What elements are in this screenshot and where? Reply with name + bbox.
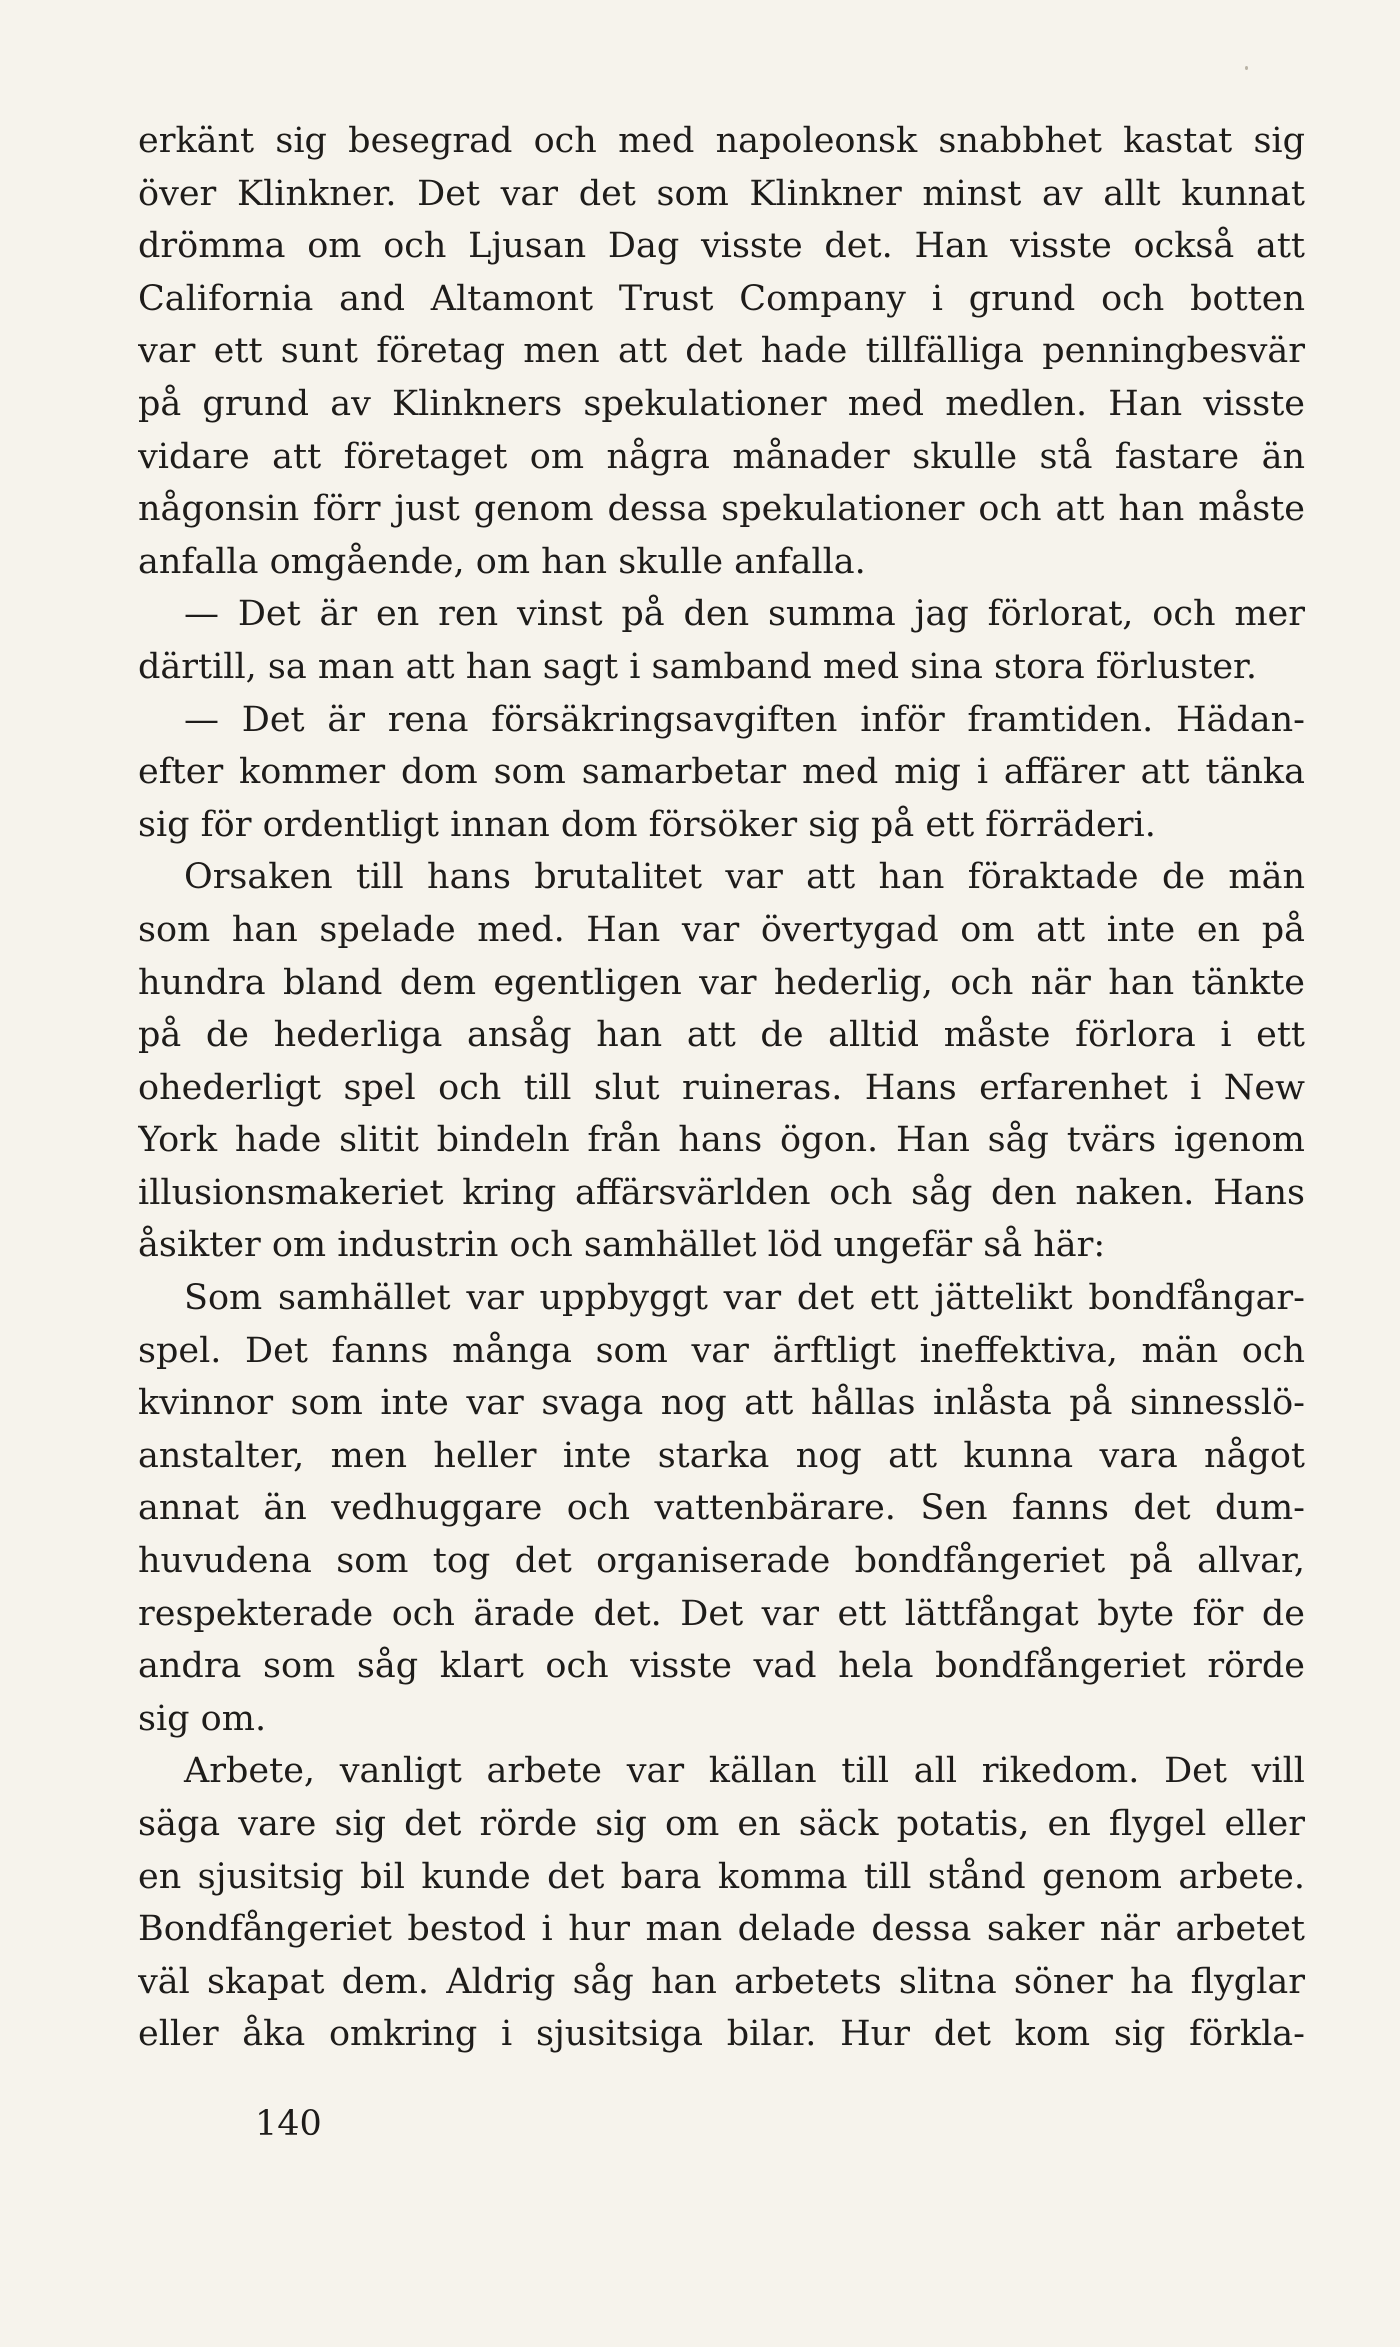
text-line: därtill, sa man att han sagt i samband med sina stora förluster. xyxy=(138,646,1258,687)
text-line: — Det är rena försäkringsavgiften inför framtiden. Hädan- xyxy=(184,699,1305,740)
text-line: Bondfångeriet bestod i hur man delade dessa saker när arbetet xyxy=(138,1909,1305,1950)
text-line: åsikter om industrin och samhället löd ungefär så här: xyxy=(138,1225,1106,1266)
text-line: var ett sunt företag men att det hade tillfälliga penningbesvär xyxy=(138,331,1305,372)
text-line: andra som såg klart och visste vad hela bondfångeriet rörde xyxy=(138,1646,1305,1687)
text-line: California and Altamont Trust Company i grund och botten xyxy=(138,278,1305,319)
text-line: sig för ordentligt innan dom försöker sig på ett förräderi. xyxy=(138,804,1156,845)
body-text xyxy=(138,115,1305,2061)
text-line: sig om. xyxy=(138,1698,267,1739)
text-line: annat än vedhuggare och vattenbärare. Sen fanns det dum- xyxy=(138,1488,1305,1529)
text-line: någonsin förr just genom dessa spekulationer och att han måste xyxy=(138,489,1305,530)
text-line: huvudena som tog det organiserade bondfångeriet på allvar, xyxy=(138,1541,1305,1582)
text-line: anstalter, men heller inte starka nog att kunna vara något xyxy=(138,1435,1305,1476)
text-line: spel. Det fanns många som var ärftligt ineffektiva, män och xyxy=(138,1330,1305,1371)
text-line: vidare att företaget om några månader skulle stå fastare än xyxy=(138,436,1305,477)
text-line: som han spelade med. Han var övertygad om att inte en på xyxy=(138,909,1305,950)
text-line: en sjusitsig bil kunde det bara komma till stånd genom arbete. xyxy=(138,1856,1305,1897)
text-line: kvinnor som inte var svaga nog att hållas inlåsta på sinnesslö- xyxy=(138,1383,1305,1424)
text-line: — Det är en ren vinst på den summa jag förlorat, och mer xyxy=(184,594,1305,635)
text-line: hundra bland dem egentligen var hederlig, och när han tänkte xyxy=(138,962,1305,1003)
text-line: ohederligt spel och till slut ruineras. Hans erfarenhet i New xyxy=(138,1067,1305,1108)
text-line: drömma om och Ljusan Dag visste det. Han visste också att xyxy=(138,226,1305,267)
text-line: säga vare sig det rörde sig om en säck potatis, en flygel eller xyxy=(138,1804,1305,1844)
text-line: Som samhället var uppbyggt var det ett jättelikt bondfångar- xyxy=(184,1278,1305,1319)
text-line: Orsaken till hans brutalitet var att han föraktade de män xyxy=(184,857,1305,898)
text-line: efter kommer dom som samarbetar med mig i affärer att tänka xyxy=(138,752,1305,793)
text-line: på de hederliga ansåg han att de alltid måste förlora i ett xyxy=(138,1015,1305,1056)
page-number: 140 xyxy=(255,2104,322,2144)
text-line: väl skapat dem. Aldrig såg han arbetets slitna söner ha flyglar xyxy=(138,1961,1305,2002)
text-line: respekterade och ärade det. Det var ett lättfångat byte för de xyxy=(138,1593,1305,1634)
text-line: illusionsmakeriet kring affärsvärlden och såg den naken. Hans xyxy=(138,1172,1305,1213)
text-line: York hade slitit bindeln från hans ögon. Han såg tvärs igenom xyxy=(138,1120,1305,1161)
text-line: anfalla omgående, om han skulle anfalla. xyxy=(138,541,866,582)
text-line: eller åka omkring i sjusitsiga bilar. Hur det kom sig förkla- xyxy=(138,2014,1305,2055)
paper-speck xyxy=(1245,66,1248,70)
text-line: på grund av Klinkners spekulationer med medlen. Han visste xyxy=(138,383,1305,424)
text-line: över Klinkner. Det var det som Klinkner minst av allt kunnat xyxy=(138,173,1305,214)
text-line: Arbete, vanligt arbete var källan till all rikedom. Det vill xyxy=(184,1751,1305,1792)
text-line: erkänt sig besegrad och med napoleonsk snabbhet kastat sig xyxy=(138,121,1305,161)
